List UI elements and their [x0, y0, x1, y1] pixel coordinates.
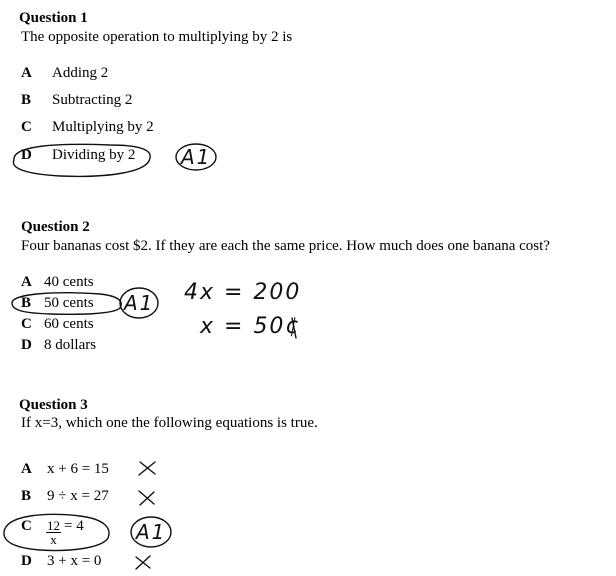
q3-title: Question 3: [19, 397, 88, 413]
q3-option-d-cross: [136, 556, 150, 569]
q2-option-d-text: 8 dollars: [44, 337, 97, 353]
q1-option-c-text: Multiplying by 2: [52, 119, 154, 135]
q2-working-line2: x = 50¢: [200, 314, 302, 339]
q2-option-d-letter: D: [21, 337, 32, 353]
q1-option-b-text: Subtracting 2: [52, 92, 133, 108]
q1-option-d-letter: D: [21, 147, 32, 163]
q1-option-c-letter: C: [21, 119, 32, 135]
q3-mark: A1: [136, 520, 167, 544]
q2-option-a-text: 40 cents: [44, 274, 94, 290]
q3-option-a-cross: [139, 462, 155, 475]
q1-mark: A1: [181, 145, 212, 169]
q2-answer-circle: [12, 293, 121, 315]
q1-option-b-letter: B: [21, 92, 32, 108]
q3-option-d-text: 3 + x = 0: [47, 553, 102, 569]
q2-option-b-text: 50 cents: [44, 295, 94, 311]
q3-option-a-text: x + 6 = 15: [47, 461, 109, 477]
q2-mark: A1: [124, 291, 155, 315]
q3-answer-circle: [4, 514, 109, 550]
q2-mark-circle: [120, 288, 158, 318]
q3-option-c-letter: C: [21, 518, 32, 534]
q2-option-c-letter: C: [21, 316, 32, 332]
q3-option-b-text: 9 ÷ x = 27: [47, 488, 109, 504]
q1-mark-circle: [176, 144, 216, 170]
q2-title: Question 2: [21, 219, 90, 235]
q1-option-d-text: Dividing by 2: [52, 147, 136, 163]
q2-option-a-letter: A: [21, 274, 32, 290]
q3-option-c-denominator: x: [50, 532, 57, 547]
q3-option-a-letter: A: [21, 461, 32, 477]
q3-text: If x=3, which one the following equations is true.: [21, 415, 318, 431]
q3-option-c-rest: = 4: [64, 518, 84, 534]
q3-option-b-letter: B: [21, 488, 32, 504]
q1-option-a-text: Adding 2: [52, 65, 109, 81]
q2-option-c-text: 60 cents: [44, 316, 94, 332]
q3-mark-circle: [131, 517, 171, 547]
q1-option-a-letter: A: [21, 65, 32, 81]
q3-option-b-cross: [139, 491, 154, 505]
q2-working-line1: 4x = 200: [184, 280, 302, 305]
q3-option-d-letter: D: [21, 553, 32, 569]
q1-text: The opposite operation to multiplying by 2 is: [21, 29, 293, 45]
q2-working-cent-slash: [292, 318, 296, 338]
q2-text: Four bananas cost $2. If they are each the same price. How much does one banana cost?: [21, 238, 550, 254]
q3-option-c-numerator: 12: [47, 518, 60, 533]
q2-option-b-letter: B: [21, 295, 32, 311]
q1-answer-circle: [13, 144, 150, 176]
q1-title: Question 1: [19, 10, 88, 26]
